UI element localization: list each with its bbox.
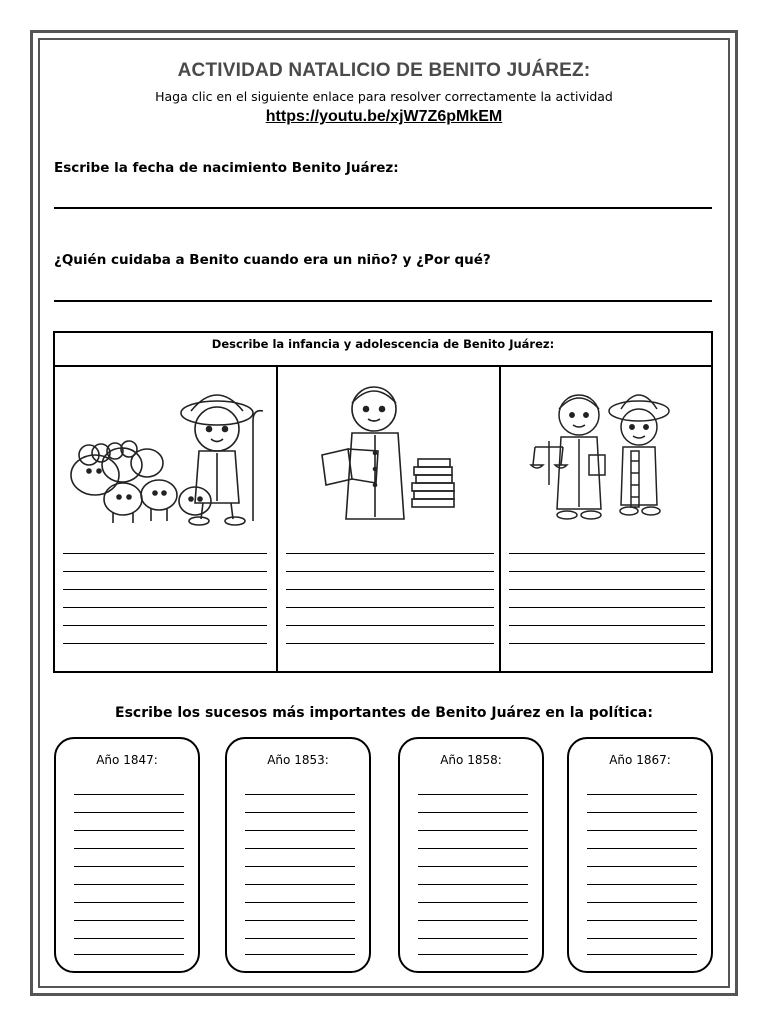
infancia-table	[53, 331, 713, 673]
write-line[interactable]	[245, 920, 355, 921]
write-line[interactable]	[63, 553, 267, 554]
shepherd-with-sheep-illustration	[67, 381, 267, 527]
year-box-1867	[567, 737, 713, 973]
year-label: Año 1858:	[440, 753, 502, 767]
boy-reading-book-illustration	[318, 379, 468, 529]
infancia-column-3	[501, 367, 711, 671]
write-line[interactable]	[509, 643, 705, 644]
year-box-1858	[398, 737, 544, 973]
write-line[interactable]	[245, 866, 355, 867]
write-line[interactable]	[509, 589, 705, 590]
write-line[interactable]	[245, 848, 355, 849]
year-label: Año 1867:	[609, 753, 671, 767]
write-line[interactable]	[74, 812, 184, 813]
write-line[interactable]	[587, 938, 697, 939]
write-line[interactable]	[587, 954, 697, 955]
write-line[interactable]	[74, 830, 184, 831]
write-line[interactable]	[63, 607, 267, 608]
write-line[interactable]	[509, 625, 705, 626]
write-line[interactable]	[509, 553, 705, 554]
infancia-column-2	[278, 367, 499, 671]
write-line[interactable]	[286, 607, 494, 608]
write-line[interactable]	[418, 920, 528, 921]
year-label: Año 1853:	[267, 753, 329, 767]
write-line[interactable]	[587, 920, 697, 921]
write-line[interactable]	[587, 884, 697, 885]
write-line[interactable]	[509, 607, 705, 608]
write-line[interactable]	[587, 902, 697, 903]
write-line[interactable]	[587, 830, 697, 831]
write-line[interactable]	[418, 902, 528, 903]
write-line[interactable]	[587, 866, 697, 867]
write-line[interactable]	[245, 794, 355, 795]
write-line[interactable]	[286, 625, 494, 626]
video-link[interactable]: https://youtu.be/xjW7Z6pMkEM	[265, 108, 503, 125]
year-label: Año 1847:	[96, 753, 158, 767]
write-line[interactable]	[74, 902, 184, 903]
write-line[interactable]	[74, 884, 184, 885]
instruction-text: Haga clic en el siguiente enlace para resolver correctamente la actividad	[155, 89, 613, 104]
write-line[interactable]	[418, 954, 528, 955]
write-line[interactable]	[418, 794, 528, 795]
write-line[interactable]	[286, 571, 494, 572]
write-line[interactable]	[245, 938, 355, 939]
write-line[interactable]	[63, 571, 267, 572]
write-line[interactable]	[63, 625, 267, 626]
write-line[interactable]	[587, 848, 697, 849]
write-line[interactable]	[74, 794, 184, 795]
write-line[interactable]	[245, 884, 355, 885]
year-box-1853	[225, 737, 371, 973]
write-line[interactable]	[286, 553, 494, 554]
politica-title: Escribe los sucesos más importantes de Benito Juárez en la política:	[115, 705, 653, 721]
year-box-1847	[54, 737, 200, 973]
write-line[interactable]	[74, 954, 184, 955]
answer-line-birth-date[interactable]	[54, 207, 712, 209]
write-line[interactable]	[418, 812, 528, 813]
write-line[interactable]	[63, 589, 267, 590]
write-line[interactable]	[245, 830, 355, 831]
question-caretaker: ¿Quién cuidaba a Benito cuando era un niño? y ¿Por qué?	[54, 252, 491, 268]
write-line[interactable]	[74, 866, 184, 867]
infancia-column-1	[55, 367, 276, 671]
write-line[interactable]	[418, 830, 528, 831]
question-birth-date: Escribe la fecha de nacimiento Benito Juárez:	[54, 160, 399, 176]
two-boys-illustration	[527, 381, 687, 531]
write-line[interactable]	[418, 884, 528, 885]
write-line[interactable]	[418, 938, 528, 939]
write-line[interactable]	[587, 812, 697, 813]
answer-line-caretaker[interactable]	[54, 300, 712, 302]
write-line[interactable]	[245, 954, 355, 955]
write-line[interactable]	[418, 866, 528, 867]
write-line[interactable]	[286, 589, 494, 590]
write-line[interactable]	[509, 571, 705, 572]
activity-title: ACTIVIDAD NATALICIO DE BENITO JUÁREZ:	[177, 60, 591, 81]
write-line[interactable]	[74, 848, 184, 849]
infancia-header: Describe la infancia y adolescencia de Benito Juárez:	[55, 333, 711, 367]
write-line[interactable]	[74, 938, 184, 939]
write-line[interactable]	[245, 902, 355, 903]
write-line[interactable]	[63, 643, 267, 644]
write-line[interactable]	[286, 643, 494, 644]
write-line[interactable]	[418, 848, 528, 849]
write-line[interactable]	[74, 920, 184, 921]
write-line[interactable]	[245, 812, 355, 813]
write-line[interactable]	[587, 794, 697, 795]
